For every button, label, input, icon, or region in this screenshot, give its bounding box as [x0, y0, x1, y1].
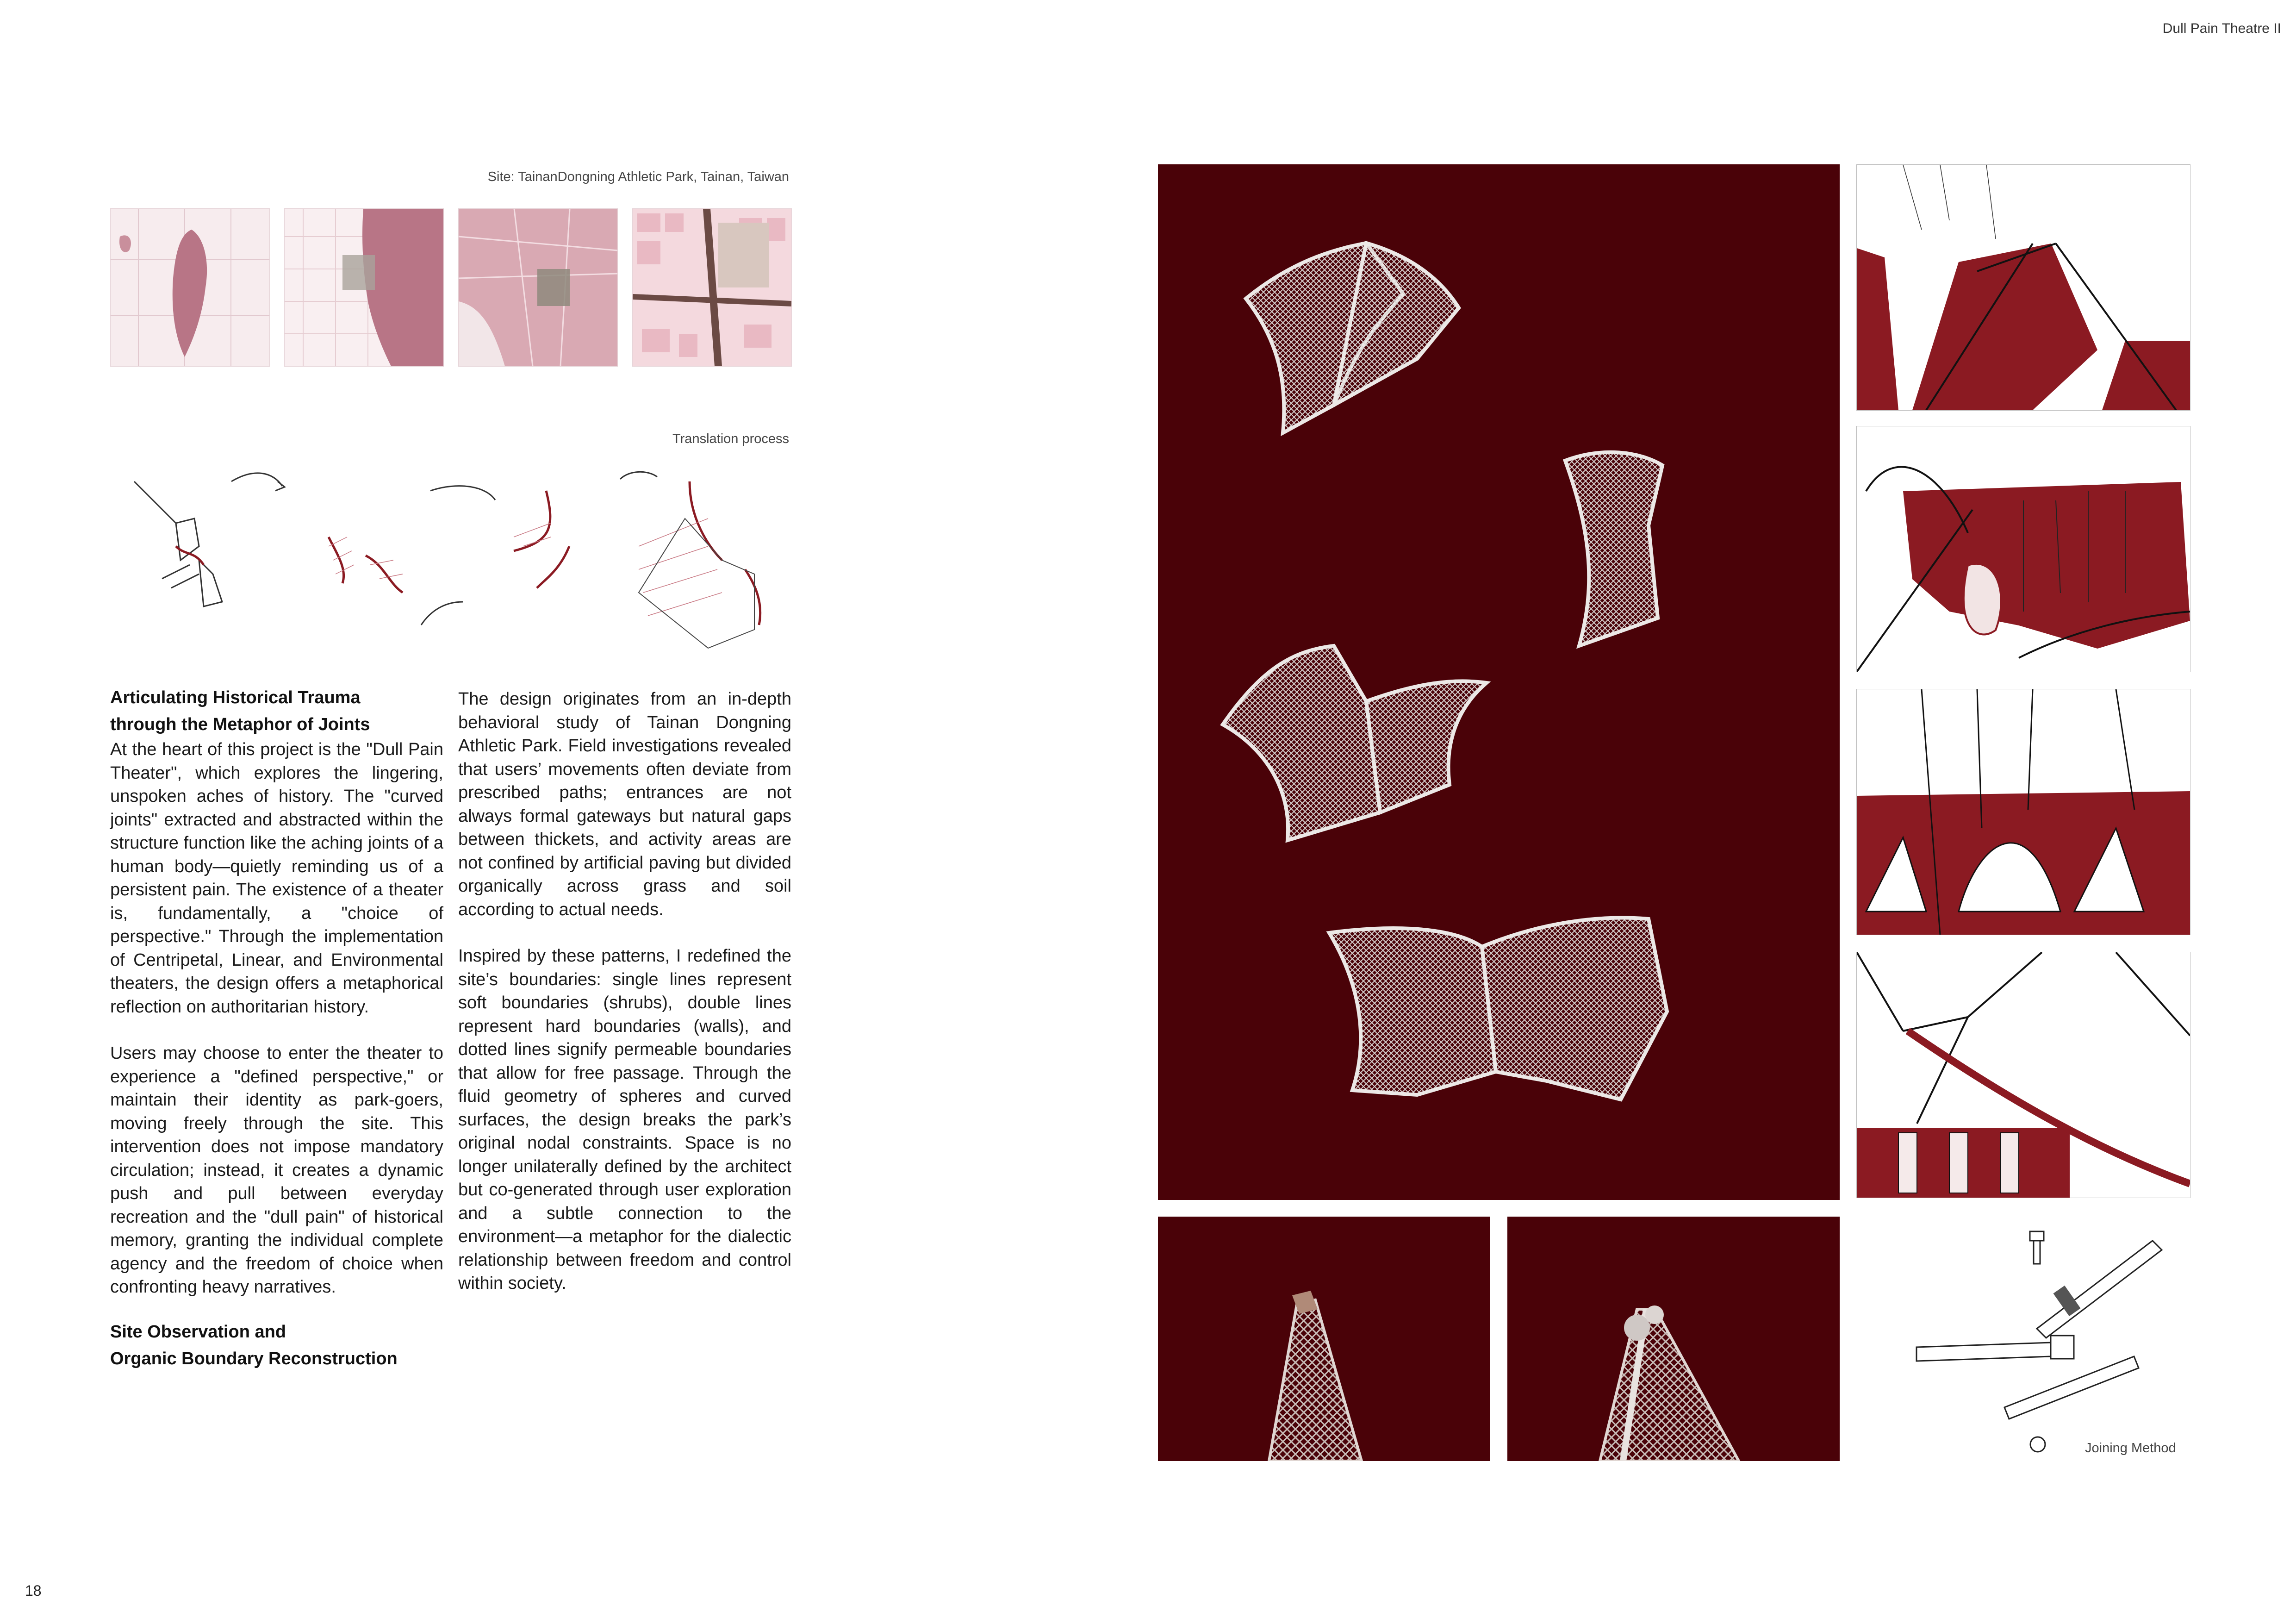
sketch-4 — [1856, 952, 2190, 1198]
section1-paragraph1: At the heart of this project is the "Dull Pain Theater", which explores the lingering, unspoken aches of history. The "curved joints" extracted and abstracted within the structure function like the aching joints of a human body—quietly reminding us of a persistent pain. The existence of a theater is, fundamentally, a "choice of perspective." Through the implementation of Centripetal, Linear, and Environmental theaters, the design offers a metaphorical reflection on authoritarian history. — [110, 740, 443, 1017]
section2-heading-line1: Site Observation and — [110, 1322, 286, 1342]
section1-paragraph2: Users may choose to enter the theater to experience a "defined perspective," or maintain their identity as park-goers, moving freely through the site. This intervention does not impose mandatory circulation; instead, it creates a dynamic push and pull between everyday recreation and the "dull pain" of historical memory, granting the individual complete agency and the freedom of choice when confronting heavy narratives. — [110, 1043, 443, 1297]
detail-photo-left — [1158, 1217, 1490, 1461]
sketch-3 — [1856, 689, 2190, 935]
detail-photo-right — [1507, 1217, 1840, 1461]
sketch-2 — [1856, 426, 2190, 672]
section2-paragraph1: The design originates from an in-depth behavioral study of Tainan Dongning Athletic Park. Field investigations revealed that users’ movements often deviate from prescribed paths; entrances are not always formal gateways but natural gaps between thickets, and activity areas are not confined by artificial paving but divided organically across grass and soil according to actual needs. — [458, 689, 791, 919]
site-caption: Site: TainanDongning Athletic Park, Tainan, Taiwan — [487, 169, 789, 184]
section1-heading-line1: Articulating Historical Trauma — [110, 688, 361, 707]
section1 — [110, 684, 443, 1372]
section2 — [458, 687, 791, 1295]
sketch-1 — [1856, 164, 2190, 411]
map-taiwan — [110, 208, 270, 367]
page-number: 18 — [25, 1582, 42, 1599]
translation-caption: Translation process — [672, 431, 789, 446]
joining-caption: Joining Method — [2085, 1441, 2176, 1455]
section1-heading-line2: through the Metaphor of Joints — [110, 715, 370, 734]
map-tainan-region — [284, 208, 444, 367]
map-tainan-city — [458, 208, 618, 367]
section2-heading-line2: Organic Boundary Reconstruction — [110, 1349, 398, 1368]
joining-method-drawing — [1856, 1213, 2190, 1463]
section2-paragraph2: Inspired by these patterns, I redefined the site’s boundaries: single lines represent soft boundaries (shrubs), double lines represent hard boundaries (walls), and dotted lines signify permeable boundaries that allow for free passage. Through the fluid geometry of spheres and curved surfaces, the design breaks the park’s original nodal constraints. Space is no longer unilaterally defined by the architect but co-generated through user exploration and a subtle connection to the environment—a metaphor for the dialectic relationship between freedom and control within society. — [458, 946, 791, 1293]
running-header: Dull Pain Theatre II — [2162, 21, 2281, 36]
model-photo-main — [1158, 164, 1840, 1200]
map-athletic-park — [632, 208, 792, 367]
translation-sketches — [106, 454, 791, 657]
